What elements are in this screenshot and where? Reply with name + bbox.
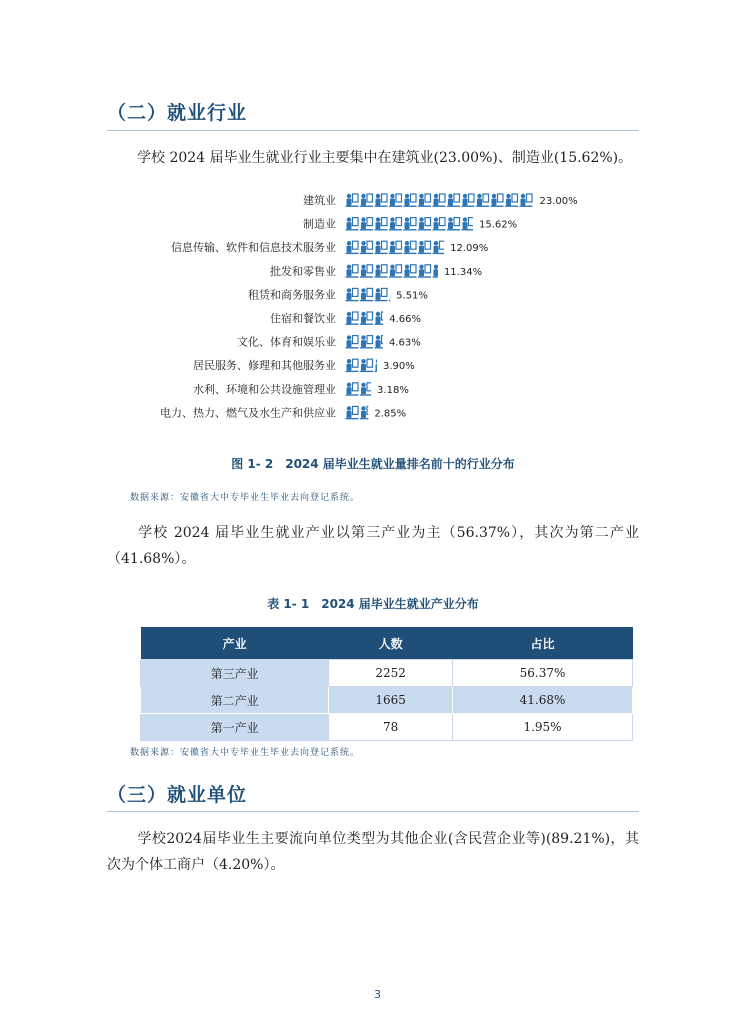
table-row [141, 660, 633, 687]
value-label: 12.09% [450, 243, 489, 255]
pictogram-bar [346, 335, 388, 348]
people-icon [418, 217, 431, 230]
value-label: 23.00% [539, 196, 578, 207]
people-icon [375, 241, 388, 254]
people-icon [360, 194, 373, 207]
table-cell: 56.37% [453, 660, 633, 687]
section-heading-employer: （三）就业单位 [107, 784, 248, 806]
people-icon [505, 194, 518, 207]
value-label: 3.90% [382, 361, 415, 373]
table-header-row [141, 627, 633, 660]
pictogram-bar [346, 265, 446, 278]
sector-paragraph [107, 520, 639, 572]
table-cell: 1.95% [453, 714, 633, 741]
industry-paragraph-text: 学校 2024 届毕业生就业行业主要集中在建筑业(23.00%)、制造业(15.62%)。 [137, 150, 633, 166]
people-icon [346, 335, 359, 348]
table-cell: 第二产业 [141, 687, 329, 714]
people-icon [389, 217, 402, 230]
category-label: 居民服务、修理和其他服务业 [193, 359, 336, 373]
industry-paragraph [107, 145, 639, 171]
heading-rule [107, 811, 639, 812]
pictogram-bar [346, 359, 388, 372]
people-icon [375, 217, 388, 230]
people-icon [346, 217, 359, 230]
table-cell: 78 [329, 714, 453, 741]
people-icon [418, 265, 431, 278]
value-label: 3.18% [377, 384, 409, 396]
people-icon [491, 194, 504, 207]
table-row [141, 714, 633, 741]
category-label: 批发和零售业 [270, 264, 336, 278]
people-icon [433, 217, 446, 230]
sector-paragraph-text: 学校 2024 届毕业生就业产业以第三产业为主（56.37%），其次为第二产业（41.68%）。 [107, 525, 639, 567]
heading-rule [107, 130, 639, 131]
table-caption: 表 1- 1 2024 届毕业生就业产业分布 [267, 597, 479, 611]
people-icon [433, 194, 446, 207]
people-icon [389, 241, 402, 254]
pictogram-bar [346, 217, 475, 230]
table-cell: 第一产业 [141, 714, 329, 741]
table-header-cell: 产业 [141, 627, 329, 660]
table-cell: 第三产业 [141, 660, 329, 687]
people-icon [360, 288, 373, 301]
people-icon [346, 359, 359, 372]
value-label: 15.62% [479, 219, 518, 231]
pictogram-bar [346, 288, 403, 301]
people-icon [360, 335, 373, 348]
people-icon [418, 241, 431, 254]
table-cell: 1665 [329, 687, 453, 714]
people-icon [360, 241, 373, 254]
employer-paragraph [107, 826, 639, 878]
people-icon [346, 406, 359, 419]
pictogram-bar [346, 241, 446, 254]
pictogram-bar [346, 406, 374, 419]
people-icon [375, 335, 388, 348]
people-icon [360, 383, 373, 396]
category-label: 建筑业 [303, 194, 336, 207]
value-label: 4.66% [389, 314, 421, 325]
people-icon [433, 241, 446, 254]
employer-paragraph-text: 学校2024届毕业生主要流向单位类型为其他企业(含民营企业等)(89.21%)，其次为个体工商户（4.20%）。 [107, 831, 639, 873]
pictogram-bar [346, 312, 388, 325]
category-label: 文化、体育和娱乐业 [237, 335, 336, 349]
people-icon [476, 194, 489, 207]
value-label: 11.34% [443, 266, 483, 278]
category-label: 租赁和商务服务业 [248, 288, 336, 302]
category-label: 电力、热力、燃气及水生产和供应业 [160, 406, 336, 420]
page-number: 3 [374, 988, 381, 1001]
people-icon [375, 288, 388, 301]
category-label: 制造业 [303, 217, 336, 231]
pictogram-bar [346, 383, 374, 396]
people-icon [447, 217, 460, 230]
people-icon [375, 194, 388, 207]
table-header-cell: 占比 [453, 627, 633, 660]
people-icon [360, 265, 373, 278]
value-label: 4.63% [388, 337, 421, 349]
people-icon [346, 288, 359, 301]
table-cell: 41.68% [453, 687, 633, 714]
people-icon [418, 194, 431, 207]
value-label: 2.85% [374, 408, 407, 420]
people-icon [389, 265, 402, 278]
table-row [141, 687, 633, 714]
people-icon [404, 194, 417, 207]
people-icon [404, 241, 417, 254]
table-source: 数据来源：安徽省大中专毕业生毕业去向登记系统。 [130, 748, 361, 758]
people-icon [346, 194, 359, 207]
people-icon [447, 194, 460, 207]
table-cell: 2252 [329, 660, 453, 687]
people-icon [346, 383, 359, 396]
figure-source: 数据来源：安徽省大中专毕业生毕业去向登记系统。 [130, 493, 361, 503]
table-header-cell: 人数 [329, 627, 453, 660]
people-icon [462, 194, 475, 207]
category-label: 住宿和餐饮业 [270, 312, 336, 325]
people-icon [404, 265, 417, 278]
people-icon [375, 265, 388, 278]
value-label: 5.51% [396, 290, 428, 302]
people-icon [360, 406, 373, 419]
sector-table [140, 627, 633, 741]
pictogram-bar [346, 194, 533, 207]
section-heading-industry: （二）就业行业 [107, 102, 248, 124]
people-icon [346, 241, 359, 254]
people-icon [389, 194, 402, 207]
people-icon [346, 312, 359, 325]
figure-caption: 图 1- 2 2024 届毕业生就业量排名前十的行业分布 [231, 457, 515, 471]
people-icon [360, 217, 373, 230]
people-icon [462, 217, 475, 230]
category-label: 水利、环境和公共设施管理业 [193, 382, 336, 396]
industry-chart [110, 188, 640, 428]
people-icon [520, 194, 533, 207]
people-icon [360, 312, 373, 325]
category-label: 信息传输、软件和信息技术服务业 [171, 241, 336, 255]
people-icon [346, 265, 359, 278]
people-icon [375, 312, 388, 325]
people-icon [360, 359, 373, 372]
people-icon [404, 217, 417, 230]
